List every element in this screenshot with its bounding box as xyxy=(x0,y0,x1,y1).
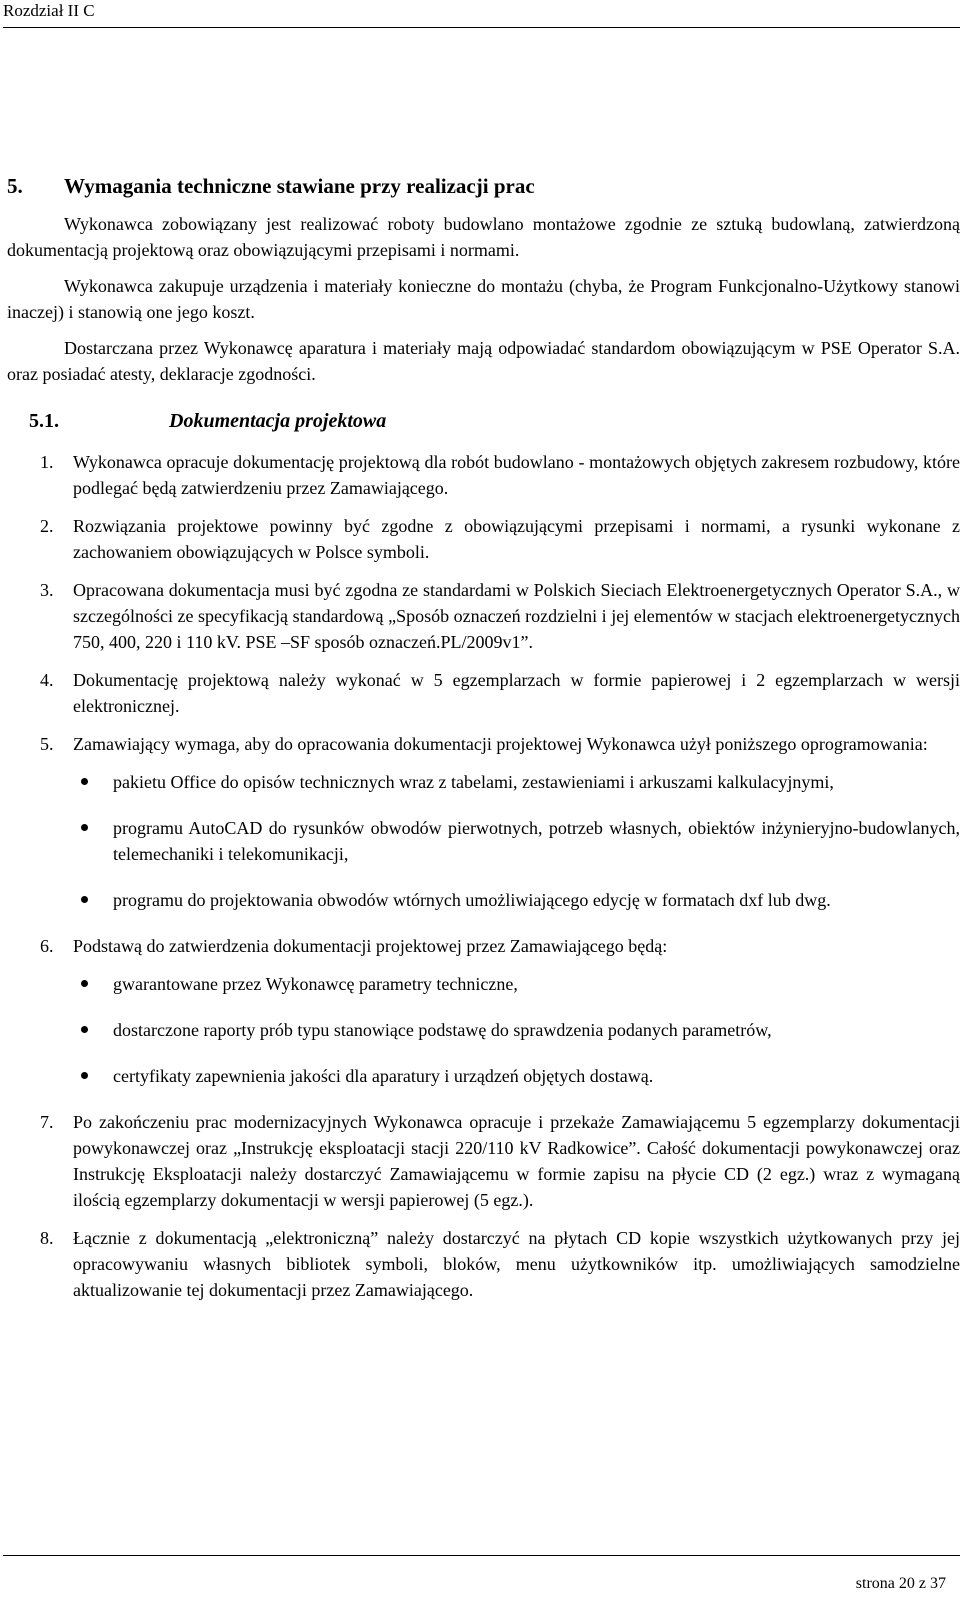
bullet-icon xyxy=(73,887,113,913)
footer-divider xyxy=(3,1555,960,1556)
item-text: Rozwiązania projektowe powinny być zgodne z obowiązującymi przepisami i normami, a rysunki wykonane z zachowaniem obowiązujących w Polsce symboli. xyxy=(73,516,960,562)
list-item xyxy=(7,1225,960,1303)
list-item xyxy=(7,731,960,757)
bullet-text: certyfikaty zapewnienia jakości dla aparatury i urządzeń objętych dostawą. xyxy=(113,1066,654,1086)
subsection-number: 5.1. xyxy=(29,410,59,432)
subsection-heading xyxy=(29,407,960,435)
bullet-item xyxy=(73,1063,960,1089)
list-item xyxy=(7,577,960,655)
list-item xyxy=(7,667,960,719)
list-item xyxy=(7,513,960,565)
section-heading xyxy=(7,171,960,201)
item-number: 4. xyxy=(40,670,54,690)
item-text: Łącznie z dokumentacją „elektroniczną” należy dostarczyć na płytach CD kopie wszystkich użytkowanych przy jej opracowywaniu własnych bibliotek symboli, bloków, menu użytkowników itp. umożliwiających samodzielne aktualizowanie tej dokumentacji przez Zamawiającego. xyxy=(73,1228,960,1300)
item-number: 3. xyxy=(40,580,54,600)
paragraph: Wykonawca zobowiązany jest realizować roboty budowlano montażowe zgodnie ze sztuką budowlaną, zatwierdzoną dokumentacją projektową oraz obowiązującymi przepisami i normami. xyxy=(7,214,960,260)
item-number: 8. xyxy=(40,1228,54,1248)
subsection-title: Dokumentacja projektowa xyxy=(169,410,387,432)
item-text: Dokumentację projektową należy wykonać w 5 egzemplarzach w formie papierowej i 2 egzemplarzach w wersji elektronicznej. xyxy=(73,670,960,716)
list-item xyxy=(7,1109,960,1213)
paragraph: Wykonawca zakupuje urządzenia i materiały konieczne do montażu (chyba, że Program Funkcjonalno-Użytkowy stanowi inaczej) i stanowią one jego koszt. xyxy=(7,276,960,322)
item-number: 6. xyxy=(40,936,54,956)
software-bullet-list xyxy=(73,769,960,913)
list-item xyxy=(7,933,960,959)
bullet-item xyxy=(73,971,960,997)
bullet-icon xyxy=(73,1017,113,1043)
section-title: Wymagania techniczne stawiane przy realizacji prac xyxy=(64,174,535,198)
chapter-label: Rozdział II C xyxy=(3,1,95,20)
section-number: 5. xyxy=(7,174,23,198)
item-text: Po zakończeniu prac modernizacyjnych Wykonawca opracuje i przekaże Zamawiającemu 5 egzemplarzy dokumentacji powykonawczej oraz „Instrukcję eksploatacji stacji 220/110 kV Radkowice”. Całość dokumentacji powykonawczej oraz Instrukcję Eksploatacji należy dostarczyć Zamawiającemu w formie zapisu na płycie CD (2 egz.) wraz z wymaganą ilością egzemplarzy dokumentacji w wersji papierowej (5 egz.). xyxy=(73,1112,960,1210)
item-text: Opracowana dokumentacja musi być zgodna ze standardami w Polskich Sieciach Elektroenergetycznych Operator S.A., w szczególności ze specyfikacją standardową „Sposób oznaczeń rozdzielni i jej elementów w stacjach elektroenergetycznych 750, 400, 220 i 110 kV. PSE –SF sposób oznaczeń.PL/2009v1”. xyxy=(73,580,960,652)
bullet-icon xyxy=(73,1063,113,1089)
bullet-text: programu do projektowania obwodów wtórnych umożliwiającego edycję w formatach dxf lub dwg. xyxy=(113,890,831,910)
bullet-item xyxy=(73,1017,960,1043)
page-header xyxy=(3,0,960,28)
bullet-item xyxy=(73,887,960,913)
approval-bullet-list xyxy=(73,971,960,1089)
bullet-icon xyxy=(73,815,113,867)
bullet-text: gwarantowane przez Wykonawcę parametry techniczne, xyxy=(113,974,518,994)
item-number: 1. xyxy=(40,452,54,472)
bullet-icon xyxy=(73,971,113,997)
item-text: Zamawiający wymaga, aby do opracowania dokumentacji projektowej Wykonawca użył poniższego oprogramowania: xyxy=(73,734,928,754)
bullet-item xyxy=(73,815,960,867)
bullet-text: dostarczone raporty prób typu stanowiące podstawę do sprawdzenia podanych parametrów, xyxy=(113,1020,772,1040)
bullet-item xyxy=(73,769,960,795)
item-number: 7. xyxy=(40,1112,54,1132)
page-number: strona 20 z 37 xyxy=(855,1575,946,1592)
bullet-text: pakietu Office do opisów technicznych wraz z tabelami, zestawieniami i arkuszami kalkulacyjnymi, xyxy=(113,772,834,792)
bullet-icon xyxy=(73,769,113,795)
item-number: 5. xyxy=(40,734,54,754)
document-body xyxy=(7,171,960,1315)
paragraph: Dostarczana przez Wykonawcę aparatura i materiały mają odpowiadać standardom obowiązującym w PSE Operator S.A. oraz posiadać atesty, deklaracje zgodności. xyxy=(7,338,960,384)
item-text: Wykonawca opracuje dokumentację projektową dla robót budowlano - montażowych objętych zakresem rozbudowy, które podlegać będą zatwierdzeniu przez Zamawiającego. xyxy=(73,452,960,498)
item-text: Podstawą do zatwierdzenia dokumentacji projektowej przez Zamawiającego będą: xyxy=(73,936,668,956)
list-item xyxy=(7,449,960,501)
bullet-text: programu AutoCAD do rysunków obwodów pierwotnych, potrzeb własnych, obiektów inżynieryjno-budowlanych, telemechaniki i telekomunikacji, xyxy=(113,818,960,864)
item-number: 2. xyxy=(40,516,54,536)
